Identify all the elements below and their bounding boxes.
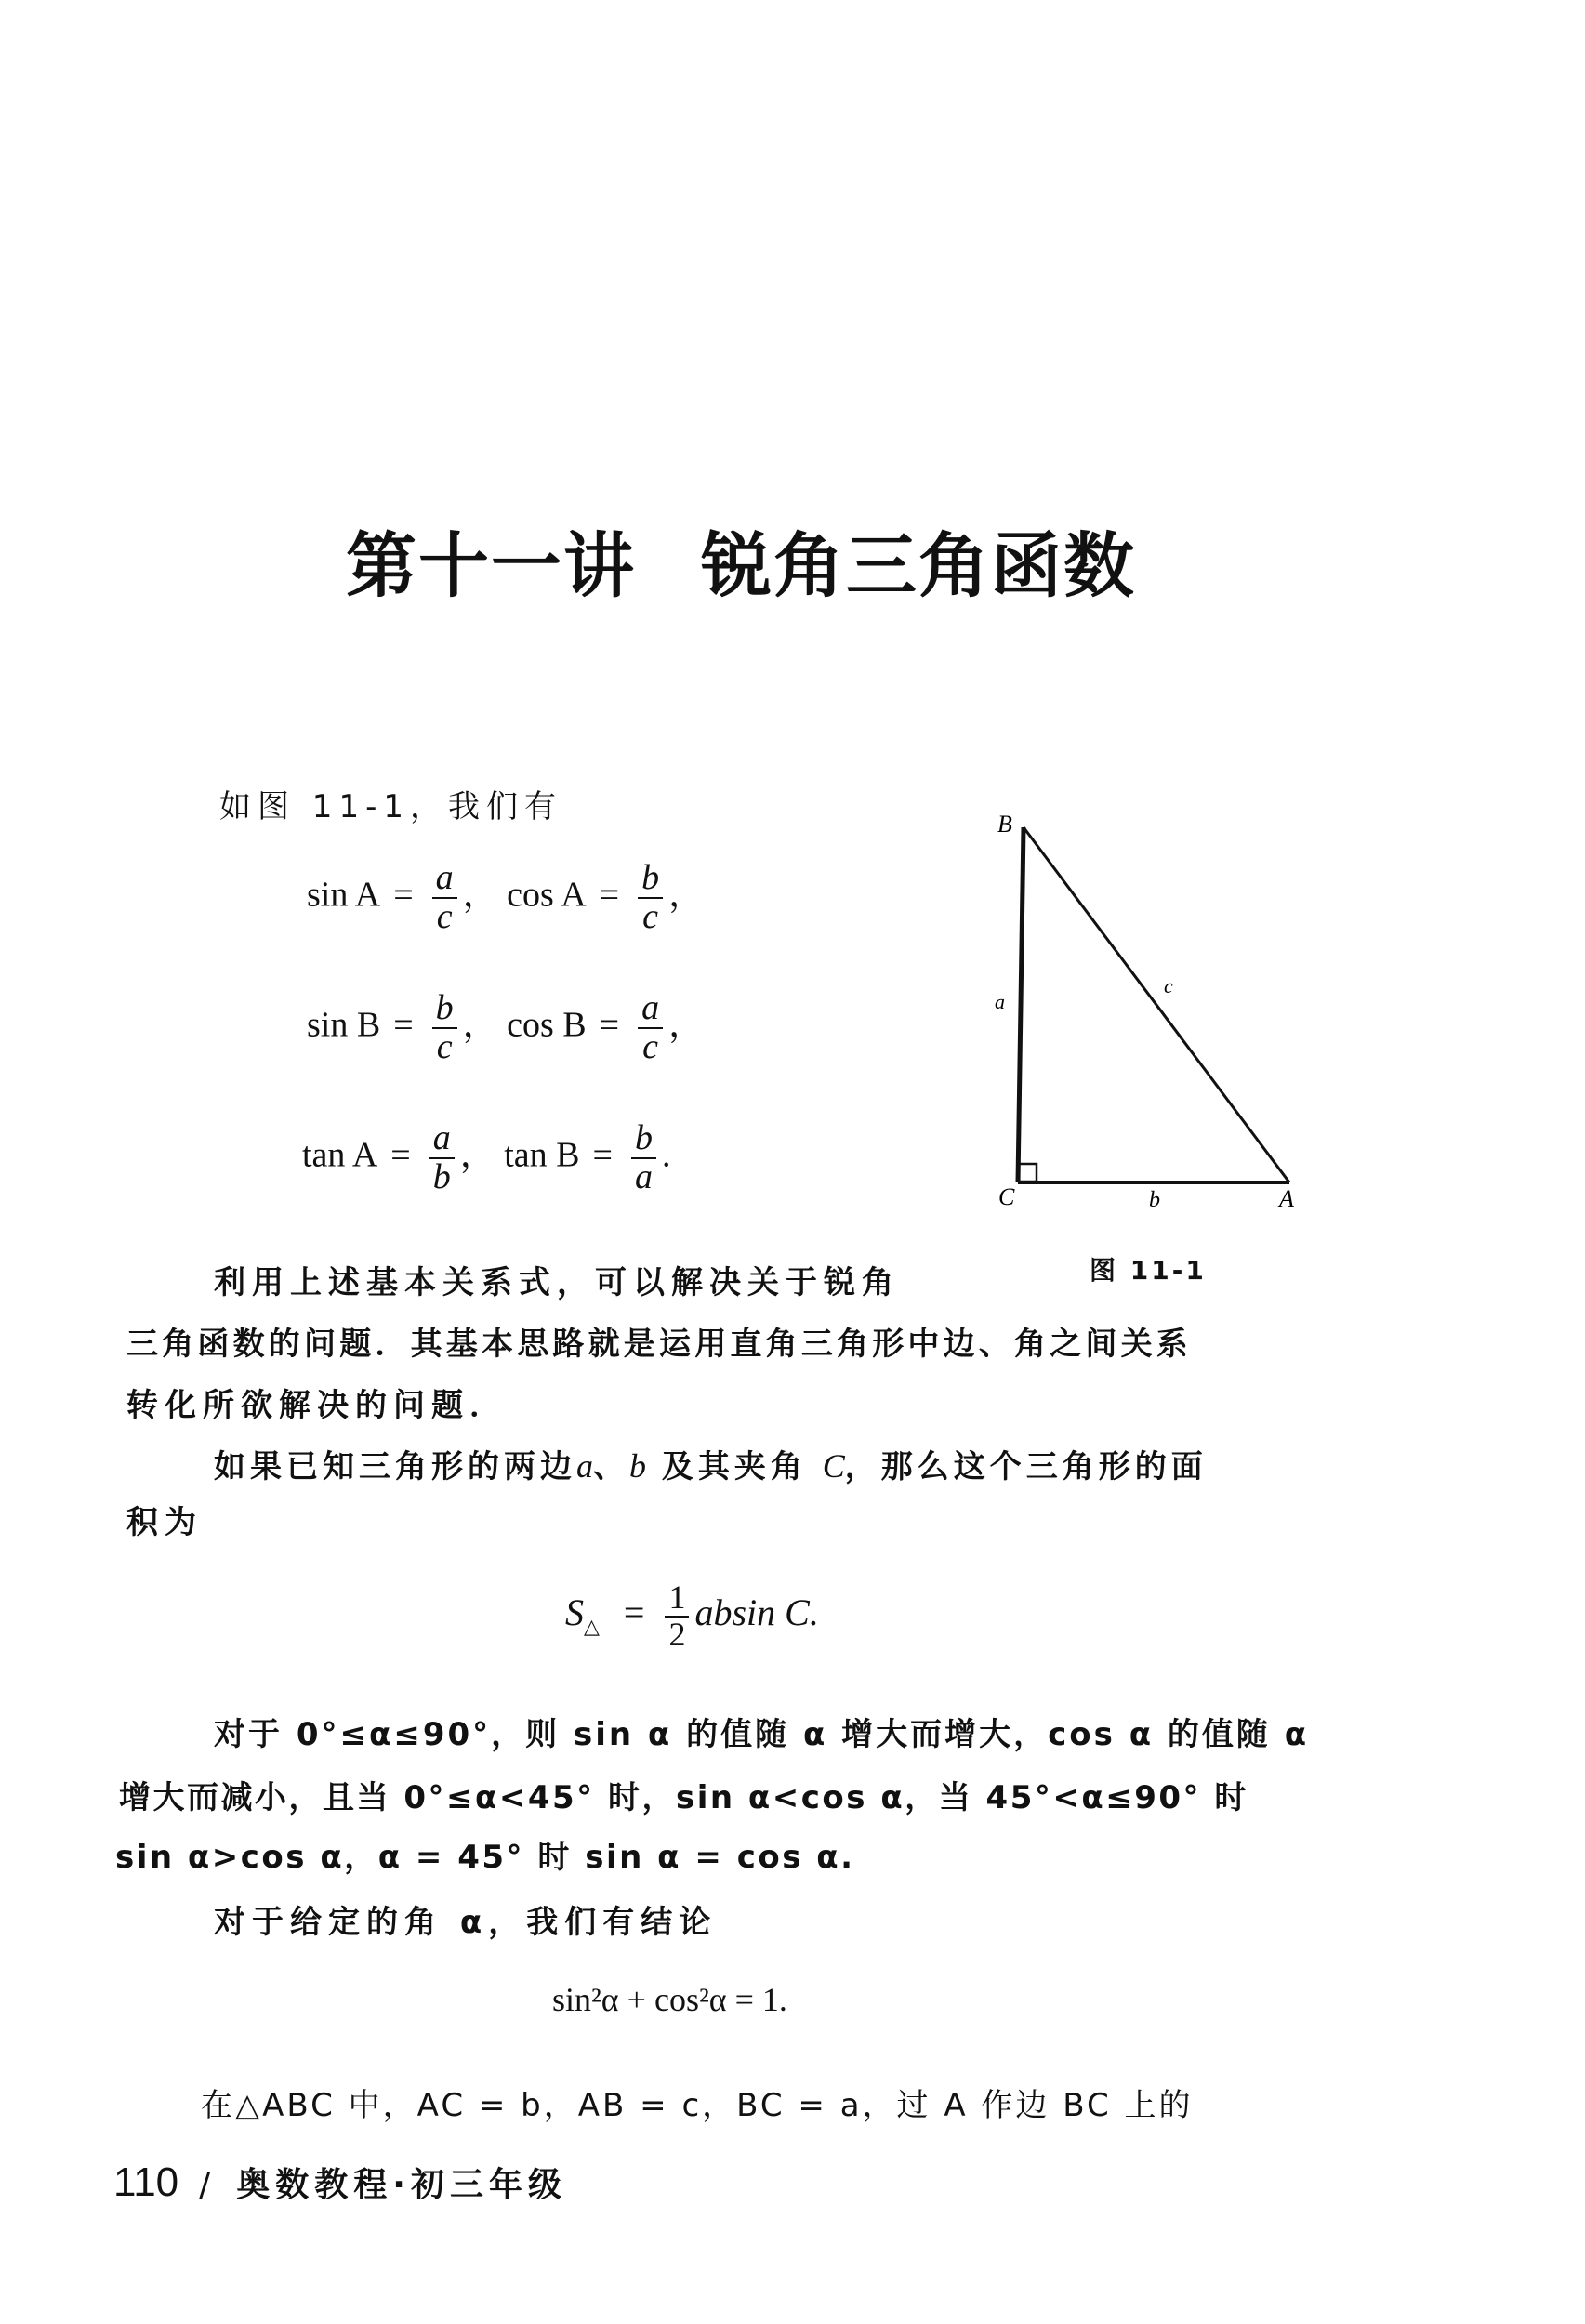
formula-lhs: tan A	[302, 1135, 378, 1175]
para2-line2: 积为	[126, 1504, 203, 1541]
fraction: $\frac{a}{b}$	[429, 1120, 455, 1196]
figure-caption: 图 11-1	[1090, 1255, 1207, 1286]
formula-lhs: sin A	[307, 875, 381, 915]
formula-lhs: cos A	[507, 875, 587, 915]
fraction: $\frac{b}{c}$	[432, 990, 457, 1066]
fraction: $\frac{a}{c}$	[638, 990, 663, 1066]
chapter-title	[346, 509, 1136, 611]
pythagorean-identity: sin²α + cos²α = 1.	[552, 1981, 787, 2018]
side-label-a: a	[995, 990, 1005, 1013]
formula-row-2: sin B = $\frac{b}{c}$ ， cos B = $\frac{a}{c}$ ，	[307, 988, 705, 1066]
formula-lhs: sin B	[307, 1005, 381, 1045]
side-a-line	[1018, 827, 1024, 1182]
area-formula: $S_\triangle$ = $\frac{1}{2}$ absin C.	[565, 1578, 819, 1653]
para5: 在△ABC 中，AC = b，AB = c，BC = a，过 A 作边 BC 上的	[201, 2087, 1194, 2124]
para1-line2: 三角函数的问题．其基本思路就是运用直角三角形中边、角之间关系	[126, 1326, 1192, 1363]
right-angle-marker	[1019, 1164, 1037, 1182]
formula-row-3: tan A = $\frac{a}{b}$ ， tan B = $\frac{b}{a}$ .	[302, 1118, 671, 1196]
formula-lhs: tan B	[504, 1135, 580, 1175]
intro-text: 如图 11-1，我们有	[219, 788, 562, 825]
vertex-label-a: A	[1279, 1185, 1294, 1208]
para3-line1: 对于 0°≤α≤90°，则 sin α 的值随 α 增大而增大，cos α 的值随 α	[214, 1716, 1310, 1753]
para2-line1: 如果已知三角形的两边a、b 及其夹角 C，那么这个三角形的面	[214, 1447, 1208, 1486]
formula-row-1: sin A = $\frac{a}{c}$ ， cos A = $\frac{b}{c}$ ，	[307, 858, 705, 936]
page-number: 110	[113, 2159, 179, 2205]
para3-line2: 增大而减小，且当 0°≤α<45° 时，sin α<cos α，当 45°<α≤90° 时	[119, 1779, 1248, 1816]
vertex-label-c: C	[998, 1183, 1015, 1208]
side-label-c: c	[1164, 974, 1173, 997]
fraction: $\frac{b}{a}$	[631, 1120, 656, 1196]
para1-line3: 转化所欲解决的问题．	[126, 1387, 508, 1424]
book-title: 奥数教程·初三年级	[236, 2166, 567, 2204]
side-c-line	[1024, 827, 1289, 1182]
fraction: $\frac{b}{c}$	[638, 860, 663, 936]
footer-separator: /	[199, 2166, 217, 2204]
fraction: $\frac{a}{c}$	[432, 860, 457, 936]
vertex-label-b: B	[997, 811, 1012, 838]
side-label-b: b	[1149, 1188, 1160, 1208]
chapter-number: 第十一讲	[346, 524, 636, 607]
para1-line1: 利用上述基本关系式，可以解决关于锐角	[214, 1264, 900, 1301]
right-triangle-figure	[967, 799, 1339, 1208]
page-footer	[113, 2159, 567, 2206]
chapter-name: 锐角三角函数	[701, 524, 1136, 607]
para4: 对于给定的角 α，我们有结论	[214, 1904, 718, 1941]
formula-lhs: cos B	[507, 1005, 587, 1045]
para3-line3: sin α>cos α，α = 45° 时 sin α = cos α.	[115, 1839, 855, 1876]
